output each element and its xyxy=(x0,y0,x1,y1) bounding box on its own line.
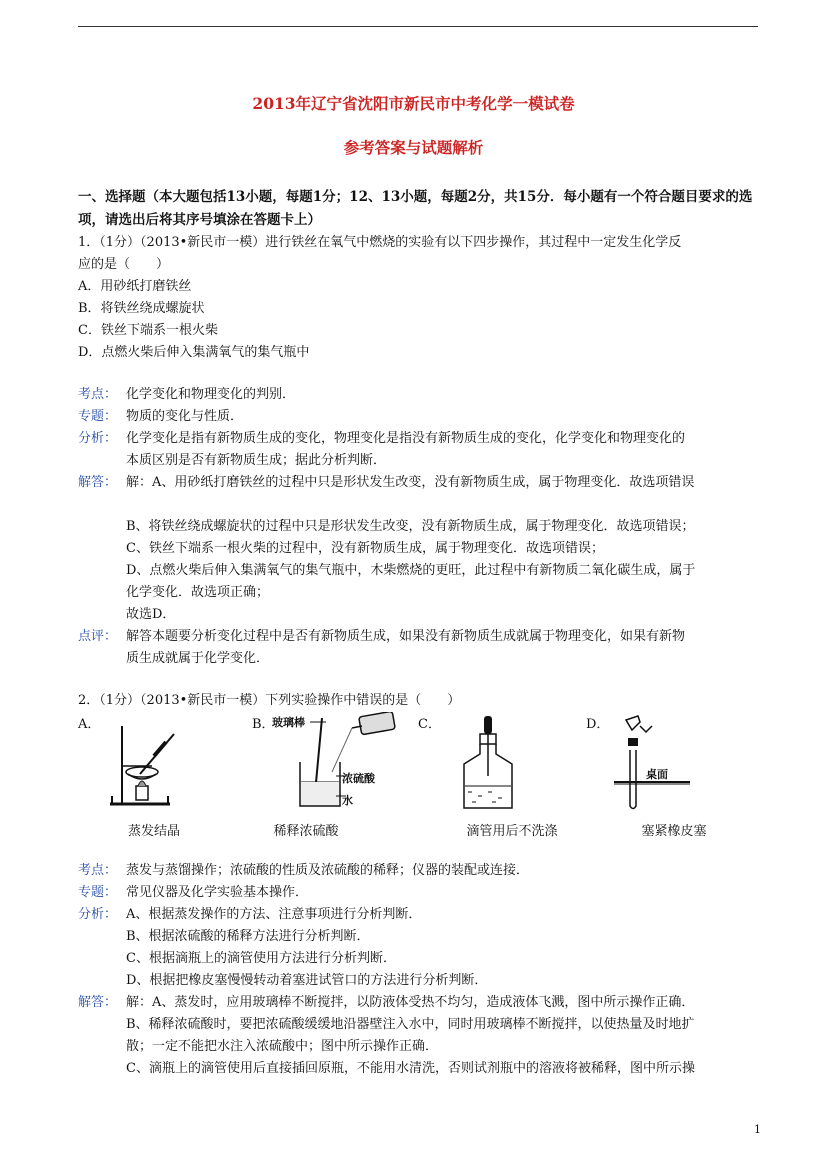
q1-kaodian-label: 考点： xyxy=(78,387,118,402)
q2-jieda-label: 解答： xyxy=(78,995,118,1010)
q2-option-d-label: D． xyxy=(586,717,610,732)
q1-stem-line1: 1．（1分）（2013•新民市一模）进行铁丝在氧气中燃烧的实验有以下四步操作，其过程中一定发生化学反 xyxy=(78,235,682,250)
q2-caption-c: 滴管用后不洗涤 xyxy=(466,824,558,839)
q2-option-b-label: B． xyxy=(252,717,275,732)
q1-jieda-label: 解答： xyxy=(78,475,118,490)
q1-option-a: A．用砂纸打磨铁丝 xyxy=(78,279,192,294)
page-title: 2013年辽宁省沈阳市新民市中考化学一模试卷 xyxy=(252,94,575,113)
q1-jieda-line2: B、将铁丝绕成螺旋状的过程中只是形状发生改变，没有新物质生成，属于物理变化．故选项错误； xyxy=(126,519,695,534)
q2-jieda-line3: 散；一定不能把水注入浓硫酸中；图中所示操作正确． xyxy=(126,1039,439,1054)
q2-caption-a: 蒸发结晶 xyxy=(127,824,180,839)
q2-caption-b: 稀释浓硫酸 xyxy=(273,824,339,839)
q2-fenxi-line1: A、根据蒸发操作的方法、注意事项进行分析判断． xyxy=(126,907,422,922)
q1-dianping-line2: 质生成就属于化学变化． xyxy=(126,651,270,666)
q1-zhuanti-label: 专题： xyxy=(78,409,118,424)
q1-fenxi-line2: 本质区别是否有新物质生成；据此分析判断． xyxy=(126,453,387,468)
desk-surface-label: 桌面 xyxy=(646,768,668,781)
test-tube-stopper-image xyxy=(606,712,696,812)
sulfuric-acid-label: 浓硫酸 xyxy=(342,772,375,785)
q1-option-b: B．将铁丝绕成螺旋状 xyxy=(78,301,205,316)
q1-zhuanti-text: 物质的变化与性质． xyxy=(126,409,244,424)
q1-jieda-line5: 化学变化．故选项正确； xyxy=(126,585,270,600)
header-rule xyxy=(78,26,758,27)
q2-fenxi-line4: D、根据把橡皮塞慢慢转动着塞进试管口的方法进行分析判断． xyxy=(126,973,488,988)
q2-jieda-line1: 解：A、蒸发时，应用玻璃棒不断搅拌，以防液体受热不均匀，造成液体飞溅，图中所示操作正确． xyxy=(126,995,695,1010)
q1-jieda-line1: 解：A、用砂纸打磨铁丝的过程中只是形状发生改变，没有新物质生成，属于物理变化．故选项错误 xyxy=(126,475,695,490)
q2-caption-d: 塞紧橡皮塞 xyxy=(641,824,707,839)
evaporation-apparatus-image xyxy=(100,716,180,808)
q2-jieda-line4: C、滴瓶上的滴管使用后直接插回原瓶，不能用水清洗，否则试剂瓶中的溶液将被稀释，图中所示操 xyxy=(126,1061,695,1076)
q1-dianping-label: 点评： xyxy=(78,629,118,644)
q2-kaodian-text: 蒸发与蒸馏操作；浓硫酸的性质及浓硫酸的稀释；仪器的装配或连接． xyxy=(126,863,530,878)
q1-option-c: C．铁丝下端系一根火柴 xyxy=(78,323,218,338)
section-heading: 一、选择题（本大题包括13小题，每题1分；12、13小题，每题2分，共15分．每小题有一个符合题目要求的选项，请选出后将其序号填涂在答题卡上） xyxy=(78,189,753,228)
q1-kaodian-text: 化学变化和物理变化的判别． xyxy=(126,387,296,402)
q1-jieda-line6: 故选D． xyxy=(126,607,176,622)
page-number: 1 xyxy=(754,1123,761,1136)
q2-fenxi-label: 分析： xyxy=(78,907,118,922)
q2-stem: 2．（1分）（2013•新民市一模）下列实验操作中错误的是（ ） xyxy=(78,693,461,708)
q1-option-d: D．点燃火柴后伸入集满氧气的集气瓶中 xyxy=(78,345,310,360)
q2-option-a-label: A． xyxy=(78,717,101,732)
q2-fenxi-line2: B、根据浓硫酸的稀释方法进行分析判断． xyxy=(126,929,370,944)
dilute-sulfuric-acid-image xyxy=(270,712,420,812)
q1-stem-line2: 应的是（ ） xyxy=(78,257,170,272)
glass-rod-label: 玻璃棒 xyxy=(272,716,305,729)
page-subtitle: 参考答案与试题解析 xyxy=(343,138,484,157)
q1-fenxi-line1: 化学变化是指有新物质生成的变化，物理变化是指没有新物质生成的变化，化学变化和物理变化的 xyxy=(126,431,686,446)
q2-zhuanti-label: 专题： xyxy=(78,885,118,900)
q1-jieda-line4: D、点燃火柴后伸入集满氧气的集气瓶中，木柴燃烧的更旺，此过程中有新物质二氧化碳生成，属于 xyxy=(126,563,696,578)
q2-fenxi-line3: C、根据滴瓶上的滴管使用方法进行分析判断． xyxy=(126,951,396,966)
q2-jieda-line2: B、稀释浓硫酸时，要把浓硫酸缓缓地沿器壁注入水中，同时用玻璃棒不断搅拌，以使热量及时地扩 xyxy=(126,1017,695,1032)
dropper-bottle-image xyxy=(452,712,522,812)
q1-fenxi-label: 分析： xyxy=(78,431,118,446)
water-label: 水 xyxy=(342,794,353,807)
q1-jieda-line3: C、铁丝下端系一根火柴的过程中，没有新物质生成，属于物理变化．故选项错误； xyxy=(126,541,604,556)
q2-zhuanti-text: 常见仪器及化学实验基本操作． xyxy=(126,885,309,900)
q2-kaodian-label: 考点： xyxy=(78,863,118,878)
q1-dianping-line1: 解答本题要分析变化过程中是否有新物质生成，如果没有新物质生成就属于物理变化，如果有新物 xyxy=(126,629,686,644)
q2-option-c-label: C． xyxy=(418,717,441,732)
